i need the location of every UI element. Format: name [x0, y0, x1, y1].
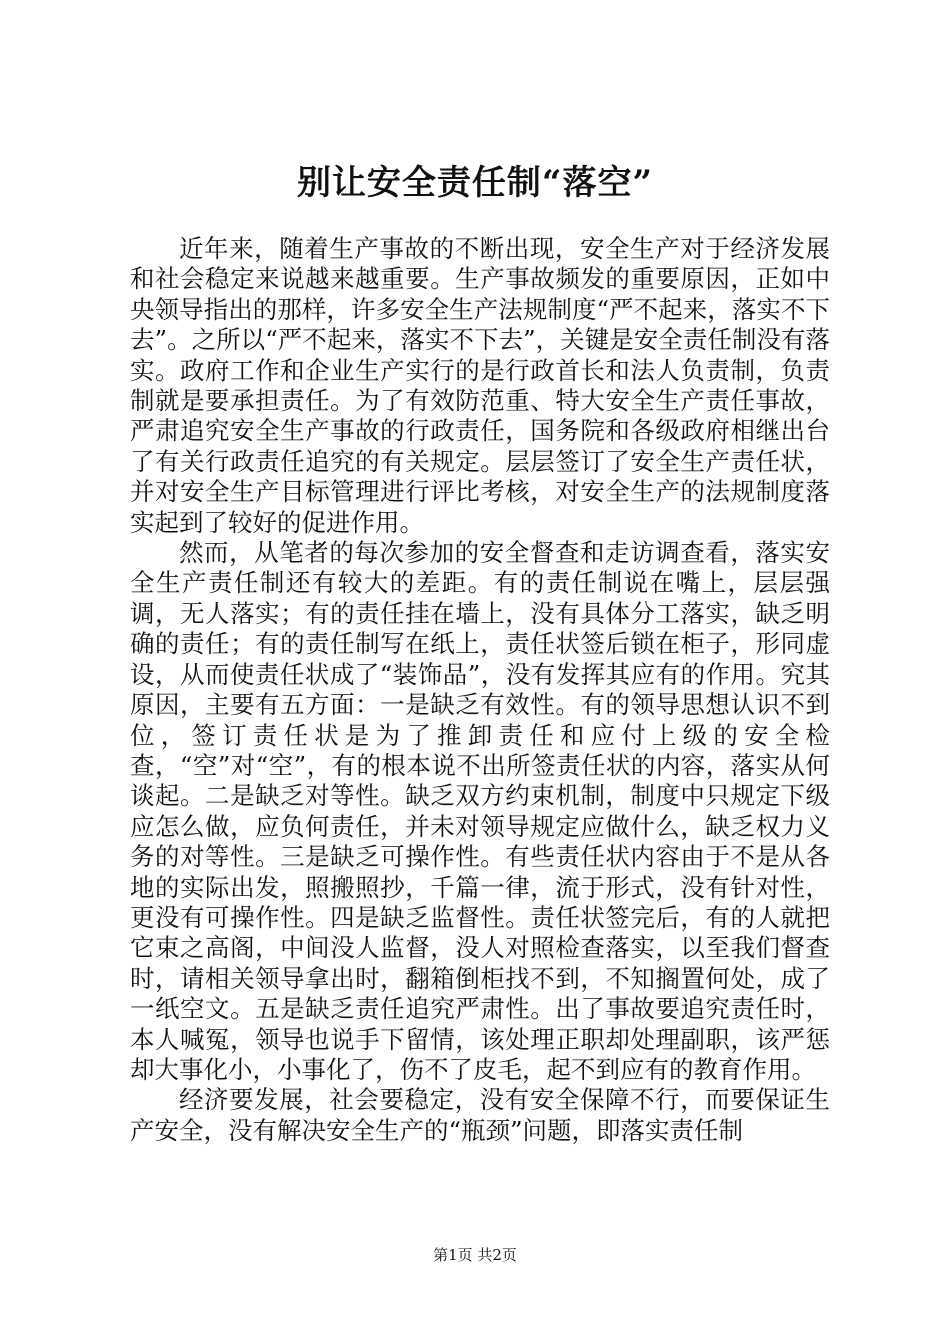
page-title: 别让安全责任制“落空” — [296, 163, 654, 203]
paragraph-3: 经济要发展，社会要稳定，没有安全保障不行，而要保证生产安全，没有解决安全生产的“瓶颈”问题，即落实责任制 — [130, 1085, 830, 1145]
paragraph-1: 近年来，随着生产事故的不断出现，安全生产对于经济发展和社会稳定来说越来越重要。生产事故频发的重要原因，正如中央领导指出的那样，许多安全生产法规制度“严不起来，落实不下去”。之所以“严不起来，落实不下去”，关键是安全责任制没有落实。政府工作和企业生产实行的是行政首长和法人负责制，负责制就是要承担责任。为了有效防范重、特大安全生产责任事故，严肃追究安全生产事故的行政责任，国务院和各级政府相继出台了有关行政责任追究的有关规定。层层签订了安全生产责任状，并对安全生产目标管理进行评比考核，对安全生产的法规制度落实起到了较好的促进作用。 — [130, 234, 830, 537]
document-body — [130, 234, 830, 1146]
page-footer: 第1页 共2页 — [433, 1246, 517, 1264]
paragraph-2: 然而，从笔者的每次参加的安全督查和走访调查看，落实安全生产责任制还有较大的差距。有的责任制说在嘴上，层层强调，无人落实；有的责任挂在墙上，没有具体分工落实，缺乏明确的责任；有的责任制写在纸上，责任状签后锁在柜子，形同虚设，从而使责任状成了“装饰品”，没有发挥其应有的作用。究其原因，主要有五方面：一是缺乏有效性。有的领导思想认识不到位，签订责任状是为了推卸责任和应付上级的安全检查，“空”对“空”，有的根本说不出所签责任状的内容，落实从何谈起。二是缺乏对等性。缺乏双方约束机制，制度中只规定下级应怎么做，应负何责任，并未对领导规定应做什么，缺乏权力义务的对等性。三是缺乏可操作性。有些责任状内容由于不是从各地的实际出发，照搬照抄，千篇一律，流于形式，没有针对性，更没有可操作性。四是缺乏监督性。责任状签完后，有的人就把它束之高阁，中间没人监督，没人对照检查落实，以至我们督查时，请相关领导拿出时，翻箱倒柜找不到，不知搁置何处，成了一纸空文。五是缺乏责任追究严肃性。出了事故要追究责任时，本人喊冤，领导也说手下留情，该处理正职却处理副职，该严惩却大事化小，小事化了，伤不了皮毛，起不到应有的教育作用。 — [130, 538, 830, 1084]
